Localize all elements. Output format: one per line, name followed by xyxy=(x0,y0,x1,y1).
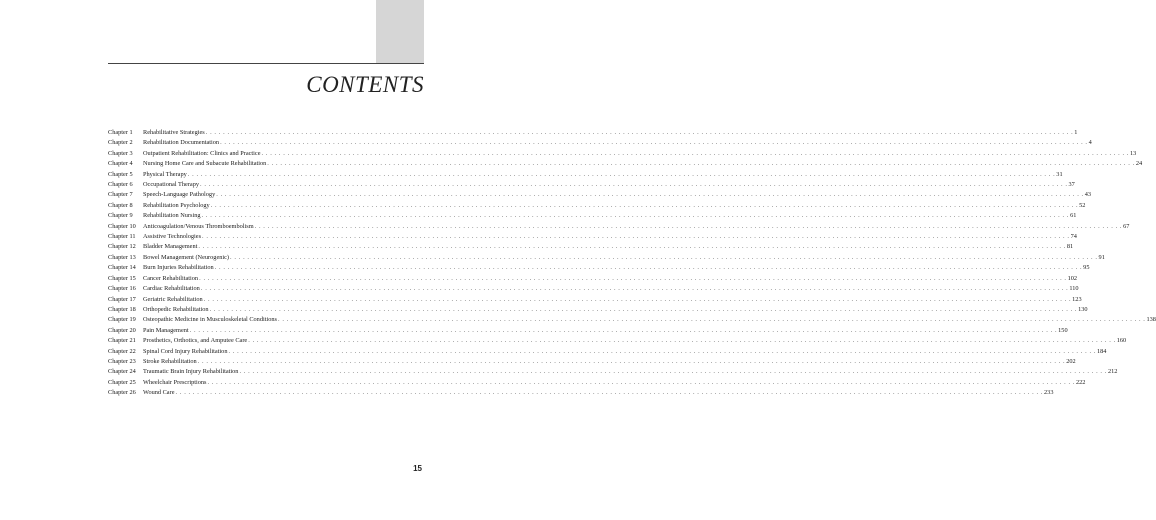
chapter-page: 43 xyxy=(1084,191,1092,199)
chapter-title: Prosthetics, Orthotics, and Amputee Care xyxy=(143,337,248,345)
dot-leader: . . . . . . . . . . . . . . . . . . . . . . . . . . . . . . . . . . . . . . . . . . . . . . . . . . . . . . . . . . . . . . . . . . . . . . . . . . . . . . . . . . . . . . . . . . . . . . . . . . . . . . . . . . . . . . . . . . . . . . . . . . . . . . . . . . . . . . . . . . . . . . . . . . . . . . . . . . . . . . . . . . . . . . . . . . . . . . . . . . . . . . . . . . . . . . . . . . . . . . . . xyxy=(210,201,1079,209)
chapter-number: Chapter 7 xyxy=(108,191,133,199)
chapter-title: Orthopedic Rehabilitation xyxy=(143,305,209,313)
chapter-page: 81 xyxy=(1066,243,1074,251)
chapter-number: Chapter 13 xyxy=(108,253,136,261)
chapter-page: 74 xyxy=(1070,233,1077,241)
toc-entry xyxy=(108,242,1074,252)
dot-leader: . . . . . . . . . . . . . . . . . . . . . . . . . . . . . . . . . . . . . . . . . . . . . . . . . . . . . . . . . . . . . . . . . . . . . . . . . . . . . . . . . . . . . . . . . . . . . . . . . . . . . . . . . . . . . . . . . . . . . . . . . . . . . . . . . . . . . . . . . . . . . . . . . . . . . . . . . . . . . . . . . . . . . . . . . . . . . . . . . . . . . . . . . . . . . . . . . . . . . . . . xyxy=(267,160,1135,168)
chapter-number: Chapter 19 xyxy=(108,316,136,324)
chapter-title: Wound Care xyxy=(143,389,175,397)
chapter-title: Traumatic Brain Injury Rehabilitation xyxy=(143,368,239,376)
toc-entry xyxy=(108,263,1090,273)
chapter-number: Chapter 20 xyxy=(108,326,136,334)
toc-entry xyxy=(108,326,1068,336)
dot-leader: . . . . . . . . . . . . . . . . . . . . . . . . . . . . . . . . . . . . . . . . . . . . . . . . . . . . . . . . . . . . . . . . . . . . . . . . . . . . . . . . . . . . . . . . . . . . . . . . . . . . . . . . . . . . . . . . . . . . . . . . . . . . . . . . . . . . . . . . . . . . . . . . . . . . . . . . . . . . . . . . . . . . . . . . . . . . . . . . . . . . . . . . . . . . . . . . . . . . . . . . xyxy=(175,389,1044,397)
dot-leader: . . . . . . . . . . . . . . . . . . . . . . . . . . . . . . . . . . . . . . . . . . . . . . . . . . . . . . . . . . . . . . . . . . . . . . . . . . . . . . . . . . . . . . . . . . . . . . . . . . . . . . . . . . . . . . . . . . . . . . . . . . . . . . . . . . . . . . . . . . . . . . . . . . . . . . . . . . . . . . . . . . . . . . . . . . . . . . . . . . . . . . . . . . . . . . . . . . . . . . . . xyxy=(202,233,1070,241)
chapter-page: 13 xyxy=(1130,149,1137,157)
dot-leader: . . . . . . . . . . . . . . . . . . . . . . . . . . . . . . . . . . . . . . . . . . . . . . . . . . . . . . . . . . . . . . . . . . . . . . . . . . . . . . . . . . . . . . . . . . . . . . . . . . . . . . . . . . . . . . . . . . . . . . . . . . . . . . . . . . . . . . . . . . . . . . . . . . . . . . . . . . . . . . . . . . . . . . . . . . . . . . . . . . . . . . . . . . . . . . . . . . . . . . . . xyxy=(220,139,1088,147)
chapter-title: Wheelchair Prescriptions xyxy=(143,378,207,386)
toc-entry xyxy=(108,347,1107,357)
chapter-number: Chapter 6 xyxy=(108,181,133,189)
toc-entry xyxy=(108,201,1086,211)
dot-leader: . . . . . . . . . . . . . . . . . . . . . . . . . . . . . . . . . . . . . . . . . . . . . . . . . . . . . . . . . . . . . . . . . . . . . . . . . . . . . . . . . . . . . . . . . . . . . . . . . . . . . . . . . . . . . . . . . . . . . . . . . . . . . . . . . . . . . . . . . . . . . . . . . . . . . . . . . . . . . . . . . . . . . . . . . . . . . . . . . . . . . . . . . . . . . . . . . . . . . . . . xyxy=(203,295,1072,303)
page-title: CONTENTS xyxy=(306,72,424,97)
chapter-number: Chapter 17 xyxy=(108,295,136,303)
chapter-title: Bowel Management (Neurogenic) xyxy=(143,253,230,261)
page-number: 15 xyxy=(413,464,422,473)
toc-entry xyxy=(108,253,1105,263)
toc-entry xyxy=(108,138,1092,148)
chapter-number: Chapter 5 xyxy=(108,170,133,178)
chapter-title: Spinal Cord Injury Rehabilitation xyxy=(143,347,228,355)
dot-leader: . . . . . . . . . . . . . . . . . . . . . . . . . . . . . . . . . . . . . . . . . . . . . . . . . . . . . . . . . . . . . . . . . . . . . . . . . . . . . . . . . . . . . . . . . . . . . . . . . . . . . . . . . . . . . . . . . . . . . . . . . . . . . . . . . . . . . . . . . . . . . . . . . . . . . . . . . . . . . . . . . . . . . . . . . . . . . . . . . . . . . . . . . . . . . . . . . . . . . . . . xyxy=(239,368,1107,376)
chapter-number: Chapter 11 xyxy=(108,233,136,241)
toc-entry xyxy=(108,378,1086,388)
chapter-title: Cardiac Rehabilitation xyxy=(143,285,200,293)
chapter-number: Chapter 15 xyxy=(108,274,136,282)
chapter-page: 4 xyxy=(1088,139,1092,147)
chapter-page: 1 xyxy=(1074,129,1078,136)
dot-leader: . . . . . . . . . . . . . . . . . . . . . . . . . . . . . . . . . . . . . . . . . . . . . . . . . . . . . . . . . . . . . . . . . . . . . . . . . . . . . . . . . . . . . . . . . . . . . . . . . . . . . . . . . . . . . . . . . . . . . . . . . . . . . . . . . . . . . . . . . . . . . . . . . . . . . . . . . . . . . . . . . . . . . . . . . . . . . . . . . . . . . . . . . . . . . . . . . . . . . . . . xyxy=(261,149,1130,157)
toc-entry xyxy=(108,128,1078,138)
dot-leader: . . . . . . . . . . . . . . . . . . . . . . . . . . . . . . . . . . . . . . . . . . . . . . . . . . . . . . . . . . . . . . . . . . . . . . . . . . . . . . . . . . . . . . . . . . . . . . . . . . . . . . . . . . . . . . . . . . . . . . . . . . . . . . . . . . . . . . . . . . . . . . . . . . . . . . . . . . . . . . . . . . . . . . . . . . . . . . . . . . . . . . . . . . . . . . . . . . . . . . . . xyxy=(214,264,1083,272)
chapter-page: 110 xyxy=(1069,285,1079,293)
toc-entry xyxy=(108,295,1082,305)
toc-entry xyxy=(108,211,1077,221)
chapter-title: Burn Injuries Rehabilitation xyxy=(143,264,214,272)
chapter-number: Chapter 8 xyxy=(108,201,133,209)
dot-leader: . . . . . . . . . . . . . . . . . . . . . . . . . . . . . . . . . . . . . . . . . . . . . . . . . . . . . . . . . . . . . . . . . . . . . . . . . . . . . . . . . . . . . . . . . . . . . . . . . . . . . . . . . . . . . . . . . . . . . . . . . . . . . . . . . . . . . . . . . . . . . . . . . . . . . . . . . . . . . . . . . . . . . . . . . . . . . . . . . . . . . . . . . . . . . . . . . . . . . . . . xyxy=(209,305,1078,313)
chapter-number: Chapter 3 xyxy=(108,149,133,157)
chapter-title: Nursing Home Care and Subacute Rehabilitation xyxy=(143,160,267,168)
chapter-page: 91 xyxy=(1098,253,1105,261)
chapter-page: 24 xyxy=(1135,160,1143,168)
chapter-number: Chapter 2 xyxy=(108,139,133,147)
table-of-contents xyxy=(108,128,1156,399)
chapter-page: 138 xyxy=(1146,316,1156,324)
toc-entry xyxy=(108,284,1079,294)
chapter-title: Rehabilitative Strategies xyxy=(143,129,205,136)
chapter-number: Chapter 25 xyxy=(108,378,136,386)
chapter-page: 123 xyxy=(1072,295,1082,303)
chapter-page: 160 xyxy=(1116,337,1127,345)
toc-entry xyxy=(108,357,1076,367)
chapter-number: Chapter 21 xyxy=(108,337,136,345)
toc-entry xyxy=(108,336,1127,346)
dot-leader: . . . . . . . . . . . . . . . . . . . . . . . . . . . . . . . . . . . . . . . . . . . . . . . . . . . . . . . . . . . . . . . . . . . . . . . . . . . . . . . . . . . . . . . . . . . . . . . . . . . . . . . . . . . . . . . . . . . . . . . . . . . . . . . . . . . . . . . . . . . . . . . . . . . . . . . . . . . . . . . . . . . . . . . . . . . . . . . . . . . . . . . . . . . . . . . . . . . . . . . . xyxy=(197,357,1066,365)
toc-entry xyxy=(108,190,1092,200)
chapter-number: Chapter 23 xyxy=(108,357,136,365)
chapter-page: 61 xyxy=(1070,212,1077,220)
toc-entry xyxy=(108,232,1077,242)
chapter-number: Chapter 26 xyxy=(108,389,136,397)
chapter-page: 67 xyxy=(1123,222,1130,230)
dot-leader: . . . . . . . . . . . . . . . . . . . . . . . . . . . . . . . . . . . . . . . . . . . . . . . . . . . . . . . . . . . . . . . . . . . . . . . . . . . . . . . . . . . . . . . . . . . . . . . . . . . . . . . . . . . . . . . . . . . . . . . . . . . . . . . . . . . . . . . . . . . . . . . . . . . . . . . . . . . . . . . . . . . . . . . . . . . . . . . . . . . . . . . . . . . . . . . . . . . . . . . . xyxy=(201,212,1070,220)
chapter-title: Osteopathic Medicine in Musculoskeletal Conditions xyxy=(143,316,277,324)
chapter-page: 222 xyxy=(1076,378,1086,386)
chapter-page: 52 xyxy=(1079,201,1086,209)
dot-leader: . . . . . . . . . . . . . . . . . . . . . . . . . . . . . . . . . . . . . . . . . . . . . . . . . . . . . . . . . . . . . . . . . . . . . . . . . . . . . . . . . . . . . . . . . . . . . . . . . . . . . . . . . . . . . . . . . . . . . . . . . . . . . . . . . . . . . . . . . . . . . . . . . . . . . . . . . . . . . . . . . . . . . . . . . . . . . . . . . . . . . . . . . . . . . . . . . . . . . . . . xyxy=(200,181,1068,189)
chapter-number: Chapter 22 xyxy=(108,347,136,355)
chapter-title: Bladder Management xyxy=(143,243,198,251)
toc-entry xyxy=(108,315,1156,325)
dot-leader: . . . . . . . . . . . . . . . . . . . . . . . . . . . . . . . . . . . . . . . . . . . . . . . . . . . . . . . . . . . . . . . . . . . . . . . . . . . . . . . . . . . . . . . . . . . . . . . . . . . . . . . . . . . . . . . . . . . . . . . . . . . . . . . . . . . . . . . . . . . . . . . . . . . . . . . . . . . . . . . . . . . . . . . . . . . . . . . . . . . . . . . . . . . . . . . . . . . . . . . . xyxy=(187,170,1056,178)
chapter-number: Chapter 14 xyxy=(108,264,136,272)
chapter-title: Rehabilitation Nursing xyxy=(143,212,201,220)
chapter-number: Chapter 16 xyxy=(108,285,136,293)
chapter-page: 233 xyxy=(1044,389,1054,397)
chapter-number: Chapter 1 xyxy=(108,129,133,136)
chapter-title: Rehabilitation Documentation xyxy=(143,139,220,147)
dot-leader: . . . . . . . . . . . . . . . . . . . . . . . . . . . . . . . . . . . . . . . . . . . . . . . . . . . . . . . . . . . . . . . . . . . . . . . . . . . . . . . . . . . . . . . . . . . . . . . . . . . . . . . . . . . . . . . . . . . . . . . . . . . . . . . . . . . . . . . . . . . . . . . . . . . . . . . . . . . . . . . . . . . . . . . . . . . . . . . . . . . . . . . . . . . . . . . . . . . . . . . . xyxy=(199,274,1067,282)
chapter-number: Chapter 24 xyxy=(108,368,136,376)
chapter-page: 184 xyxy=(1097,347,1107,355)
chapter-title: Physical Therapy xyxy=(143,170,187,178)
chapter-title: Occupational Therapy xyxy=(143,181,200,189)
chapter-page: 130 xyxy=(1078,305,1088,313)
chapter-page: 150 xyxy=(1058,326,1068,334)
corner-tab xyxy=(376,0,424,63)
chapter-number: Chapter 18 xyxy=(108,305,136,313)
dot-leader: . . . . . . . . . . . . . . . . . . . . . . . . . . . . . . . . . . . . . . . . . . . . . . . . . . . . . . . . . . . . . . . . . . . . . . . . . . . . . . . . . . . . . . . . . . . . . . . . . . . . . . . . . . . . . . . . . . . . . . . . . . . . . . . . . . . . . . . . . . . . . . . . . . . . . . . . . . . . . . . . . . . . . . . . . . . . . . . . . . . . . . . . . . . . . . . . . . . . . . . . xyxy=(277,316,1146,324)
toc-entry xyxy=(108,180,1075,190)
dot-leader: . . . . . . . . . . . . . . . . . . . . . . . . . . . . . . . . . . . . . . . . . . . . . . . . . . . . . . . . . . . . . . . . . . . . . . . . . . . . . . . . . . . . . . . . . . . . . . . . . . . . . . . . . . . . . . . . . . . . . . . . . . . . . . . . . . . . . . . . . . . . . . . . . . . . . . . . . . . . . . . . . . . . . . . . . . . . . . . . . . . . . . . . . . . . . . . . . . . . . . . . xyxy=(200,285,1069,293)
toc-entry xyxy=(108,388,1054,398)
chapter-title: Stroke Rehabilitation xyxy=(143,357,197,365)
chapter-title: Assistive Technologies xyxy=(143,233,202,241)
toc-entry xyxy=(108,222,1130,232)
chapter-title: Pain Management xyxy=(143,326,189,334)
dot-leader: . . . . . . . . . . . . . . . . . . . . . . . . . . . . . . . . . . . . . . . . . . . . . . . . . . . . . . . . . . . . . . . . . . . . . . . . . . . . . . . . . . . . . . . . . . . . . . . . . . . . . . . . . . . . . . . . . . . . . . . . . . . . . . . . . . . . . . . . . . . . . . . . . . . . . . . . . . . . . . . . . . . . . . . . . . . . . . . . . . . . . . . . . . . . . . . . . . . . . . . . xyxy=(207,378,1075,386)
chapter-title: Anticoagulation/Venous Thromboembolism xyxy=(143,222,254,230)
dot-leader: . . . . . . . . . . . . . . . . . . . . . . . . . . . . . . . . . . . . . . . . . . . . . . . . . . . . . . . . . . . . . . . . . . . . . . . . . . . . . . . . . . . . . . . . . . . . . . . . . . . . . . . . . . . . . . . . . . . . . . . . . . . . . . . . . . . . . . . . . . . . . . . . . . . . . . . . . . . . . . . . . . . . . . . . . . . . . . . . . . . . . . . . . . . . . . . . . . . . . . . . xyxy=(228,347,1096,355)
toc-entry xyxy=(108,149,1137,159)
dot-leader: . . . . . . . . . . . . . . . . . . . . . . . . . . . . . . . . . . . . . . . . . . . . . . . . . . . . . . . . . . . . . . . . . . . . . . . . . . . . . . . . . . . . . . . . . . . . . . . . . . . . . . . . . . . . . . . . . . . . . . . . . . . . . . . . . . . . . . . . . . . . . . . . . . . . . . . . . . . . . . . . . . . . . . . . . . . . . . . . . . . . . . . . . . . . . . . . . . . . . . . . xyxy=(205,129,1074,136)
chapter-title: Speech-Language Pathology xyxy=(143,191,216,199)
chapter-page: 37 xyxy=(1068,181,1075,189)
chapter-number: Chapter 4 xyxy=(108,160,133,168)
chapter-page: 31 xyxy=(1056,170,1063,178)
chapter-page: 202 xyxy=(1066,357,1076,365)
dot-leader: . . . . . . . . . . . . . . . . . . . . . . . . . . . . . . . . . . . . . . . . . . . . . . . . . . . . . . . . . . . . . . . . . . . . . . . . . . . . . . . . . . . . . . . . . . . . . . . . . . . . . . . . . . . . . . . . . . . . . . . . . . . . . . . . . . . . . . . . . . . . . . . . . . . . . . . . . . . . . . . . . . . . . . . . . . . . . . . . . . . . . . . . . . . . . . . . . . . . . . . . xyxy=(216,191,1084,199)
chapter-page: 212 xyxy=(1107,368,1118,376)
toc-entry xyxy=(108,274,1078,284)
header-rule xyxy=(108,63,424,64)
dot-leader: . . . . . . . . . . . . . . . . . . . . . . . . . . . . . . . . . . . . . . . . . . . . . . . . . . . . . . . . . . . . . . . . . . . . . . . . . . . . . . . . . . . . . . . . . . . . . . . . . . . . . . . . . . . . . . . . . . . . . . . . . . . . . . . . . . . . . . . . . . . . . . . . . . . . . . . . . . . . . . . . . . . . . . . . . . . . . . . . . . . . . . . . . . . . . . . . . . . . . . . . xyxy=(254,222,1123,230)
chapter-title: Cancer Rehabilitation xyxy=(143,274,199,282)
chapter-number: Chapter 12 xyxy=(108,243,136,251)
chapter-page: 102 xyxy=(1067,274,1078,282)
chapter-title: Outpatient Rehabilitation: Clinics and Practice xyxy=(143,149,261,157)
chapter-number: Chapter 10 xyxy=(108,222,136,230)
chapter-number: Chapter 9 xyxy=(108,212,133,220)
dot-leader: . . . . . . . . . . . . . . . . . . . . . . . . . . . . . . . . . . . . . . . . . . . . . . . . . . . . . . . . . . . . . . . . . . . . . . . . . . . . . . . . . . . . . . . . . . . . . . . . . . . . . . . . . . . . . . . . . . . . . . . . . . . . . . . . . . . . . . . . . . . . . . . . . . . . . . . . . . . . . . . . . . . . . . . . . . . . . . . . . . . . . . . . . . . . . . . . . . . . . . . . xyxy=(248,337,1116,345)
toc-entry xyxy=(108,305,1088,315)
dot-leader: . . . . . . . . . . . . . . . . . . . . . . . . . . . . . . . . . . . . . . . . . . . . . . . . . . . . . . . . . . . . . . . . . . . . . . . . . . . . . . . . . . . . . . . . . . . . . . . . . . . . . . . . . . . . . . . . . . . . . . . . . . . . . . . . . . . . . . . . . . . . . . . . . . . . . . . . . . . . . . . . . . . . . . . . . . . . . . . . . . . . . . . . . . . . . . . . . . . . . . . . xyxy=(198,243,1066,251)
chapter-page: 95 xyxy=(1083,264,1090,272)
toc-entry xyxy=(108,170,1063,180)
toc-entry xyxy=(108,159,1143,169)
toc-entry xyxy=(108,367,1118,377)
dot-leader: . . . . . . . . . . . . . . . . . . . . . . . . . . . . . . . . . . . . . . . . . . . . . . . . . . . . . . . . . . . . . . . . . . . . . . . . . . . . . . . . . . . . . . . . . . . . . . . . . . . . . . . . . . . . . . . . . . . . . . . . . . . . . . . . . . . . . . . . . . . . . . . . . . . . . . . . . . . . . . . . . . . . . . . . . . . . . . . . . . . . . . . . . . . . . . . . . . . . . . . . xyxy=(189,326,1058,334)
chapter-title: Rehabilitation Psychology xyxy=(143,201,210,209)
chapter-title: Geriatric Rehabilitation xyxy=(143,295,203,303)
dot-leader: . . . . . . . . . . . . . . . . . . . . . . . . . . . . . . . . . . . . . . . . . . . . . . . . . . . . . . . . . . . . . . . . . . . . . . . . . . . . . . . . . . . . . . . . . . . . . . . . . . . . . . . . . . . . . . . . . . . . . . . . . . . . . . . . . . . . . . . . . . . . . . . . . . . . . . . . . . . . . . . . . . . . . . . . . . . . . . . . . . . . . . . . . . . . . . . . . . . . . . . . xyxy=(230,253,1098,261)
